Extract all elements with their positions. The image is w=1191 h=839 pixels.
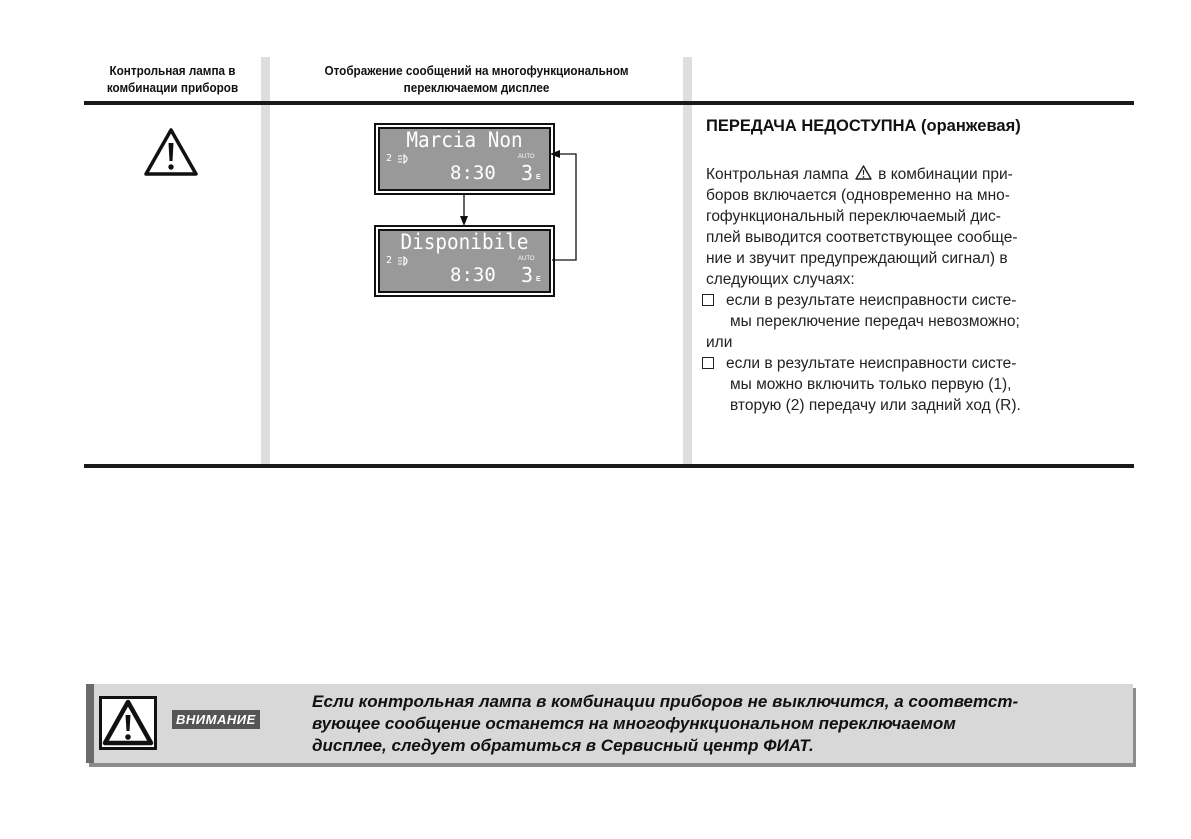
description-line (706, 164, 1134, 185)
bottom-rule (84, 464, 1134, 468)
warning-line-1: Если контрольная лампа в комбинации приборов не выключится, а соответст- (312, 692, 1019, 711)
header-col1-line1: Контрольная лампа в (109, 63, 236, 78)
display-1-status (386, 153, 392, 164)
warning-badge: ВНИМАНИЕ (172, 710, 260, 729)
display-2-message: Disponibile (400, 230, 529, 254)
display-1-message: Marcia Non (406, 128, 523, 152)
flow-arrows (440, 150, 590, 265)
header-col1 (93, 62, 252, 96)
or-text: или (706, 334, 733, 351)
description-text: в комбинации при- (878, 166, 1013, 183)
header-col2-line2: переключаемом дисплее (403, 80, 550, 95)
display-1-gear: 3 (521, 161, 534, 185)
bullet-item-1 (702, 290, 1134, 311)
display-2-gear-suffix: E (536, 276, 541, 283)
warning-line-2: вующее сообщение останется на многофункциональном переключаемом (312, 714, 956, 733)
warning-text (312, 691, 1018, 757)
display-1-gear-suffix: E (536, 174, 541, 181)
header-rule (84, 101, 1134, 105)
checkbox-bullet-icon (702, 294, 714, 306)
bullet-2-line-3: вторую (2) передачу или задний ход (R). (730, 397, 1021, 414)
description-line: гофункциональный переключаемый дис- (706, 208, 1001, 225)
display-2-status-number: 2 (386, 255, 393, 266)
warning-triangle-icon (99, 696, 157, 750)
display-2-gear: 3 (521, 263, 534, 287)
bullet-2-line-1: если в результате неисправности систе- (726, 355, 1017, 372)
warning-triangle-icon (143, 127, 199, 177)
header-col1-line2: комбинации приборов (106, 80, 239, 95)
header-col2 (291, 62, 663, 96)
display-2-auto: AUTO (518, 256, 535, 262)
display-2-time: 8:30 (450, 264, 496, 286)
col-divider-2 (683, 57, 692, 466)
bullet-1-line-1: если в результате неисправности систе- (726, 292, 1017, 309)
bullet-1-line-2: мы переключение передач невозможно; (730, 313, 1020, 330)
col-divider-1 (261, 57, 270, 466)
headlight-icon (397, 256, 411, 266)
display-1-status-number: 2 (386, 153, 393, 164)
description-line: следующих случаях: (706, 271, 855, 288)
description-text: Контрольная лампа (706, 166, 849, 183)
display-1-auto: AUTO (518, 154, 535, 160)
description-line: ние и звучит предупреждающий сигнал) в (706, 250, 1008, 267)
display-1-time: 8:30 (450, 162, 496, 184)
bullet-2-line-2: мы можно включить только первую (1), (730, 376, 1012, 393)
description (706, 164, 1134, 416)
checkbox-bullet-icon (702, 357, 714, 369)
section-title: ПЕРЕДАЧА НЕДОСТУПНА (оранжевая) (706, 117, 1021, 135)
headlight-icon (397, 154, 411, 164)
bullet-item-2 (702, 353, 1134, 374)
description-line: плей выводится соответствующее сообще- (706, 229, 1018, 246)
display-2-status (386, 255, 392, 266)
description-line: боров включается (одновременно на мно- (706, 187, 1010, 204)
header-col2-line1: Отображение сообщений на многофункциональном (324, 63, 629, 78)
warning-line-3: дисплее, следует обратиться в Сервисный центр ФИАТ. (312, 736, 814, 755)
warning-triangle-small-icon (855, 165, 872, 180)
